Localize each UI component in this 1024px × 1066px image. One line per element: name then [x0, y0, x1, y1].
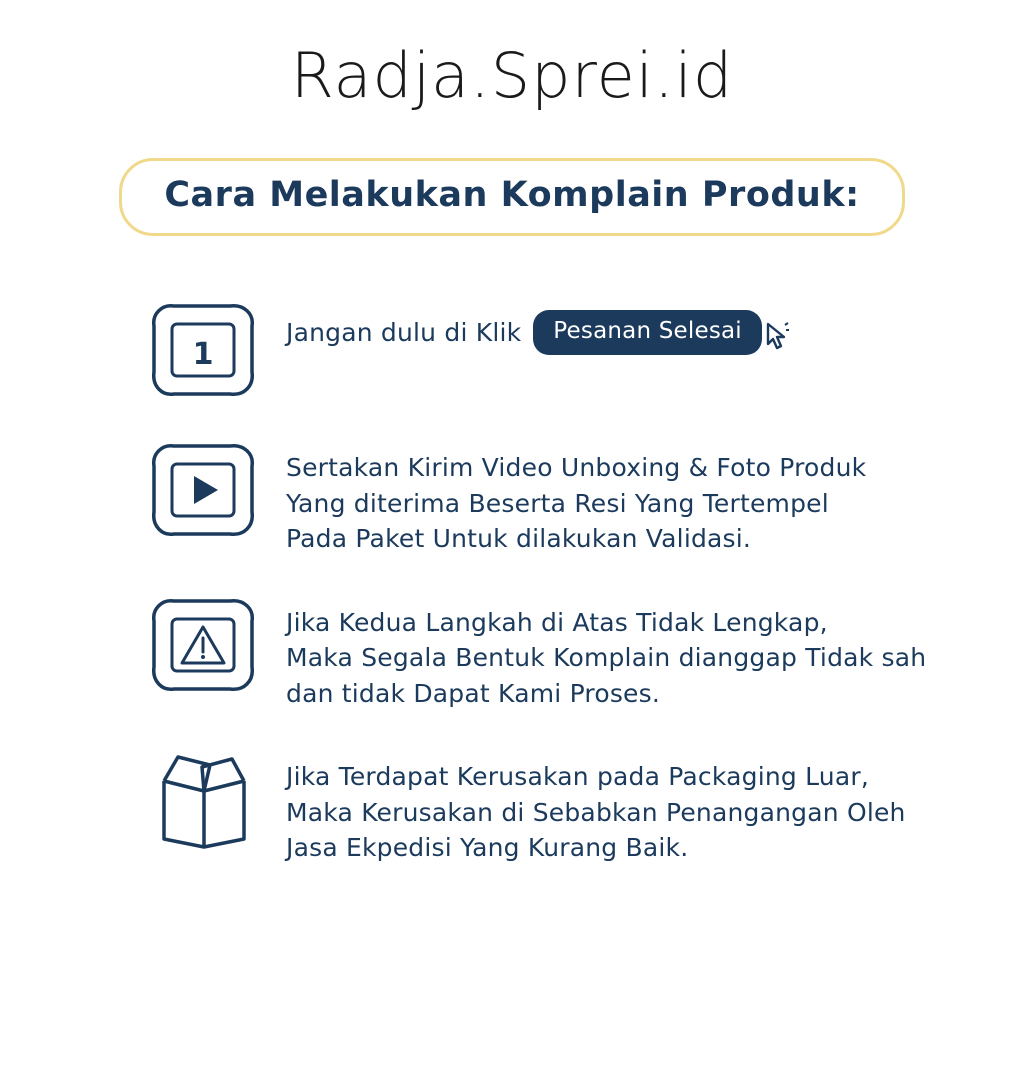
mouse-cursor-icon [764, 322, 790, 352]
step-line: Jika Kedua Langkah di Atas Tidak Lengkap, [286, 607, 828, 637]
headline-container [0, 158, 1024, 236]
step-line: dan tidak Dapat Kami Proses. [286, 678, 661, 708]
step-text [268, 747, 906, 866]
headline-text: Cara Melakukan Komplain Produk: [164, 175, 860, 216]
brand-title: Radja.Sprei.id [290, 39, 734, 112]
step-line: Maka Kerusakan di Sebabkan Penangangan Oleh [286, 797, 906, 827]
step-line: Jika Terdapat Kerusakan pada Packaging Luar, [286, 762, 869, 792]
open-box-icon [140, 747, 268, 851]
step-line: Pada Paket Untuk dilakukan Validasi. [286, 524, 752, 554]
list-item [140, 438, 964, 557]
step-text [268, 593, 926, 712]
headline-box [119, 158, 904, 236]
pillow-play-video-icon [140, 438, 268, 542]
pillow-warning-icon [140, 593, 268, 697]
step-number-one: 1 [192, 337, 214, 373]
list-item [140, 298, 964, 402]
step-text [268, 298, 790, 355]
list-item [140, 593, 964, 712]
step-line: Jangan dulu di Klik [286, 317, 522, 347]
steps-list [0, 298, 1024, 866]
list-item [140, 747, 964, 866]
status-badge[interactable]: Pesanan Selesai [533, 310, 762, 355]
step-line: Jasa Ekpedisi Yang Kurang Baik. [286, 833, 689, 863]
step-line: Sertakan Kirim Video Unboxing & Foto Produk [286, 453, 867, 483]
step-text [268, 438, 866, 557]
step-line: Yang diterima Beserta Resi Yang Tertempel [286, 488, 829, 518]
pillow-number-one-icon [140, 298, 268, 402]
step-line: Maka Segala Bentuk Komplain dianggap Tidak sah [286, 643, 927, 673]
